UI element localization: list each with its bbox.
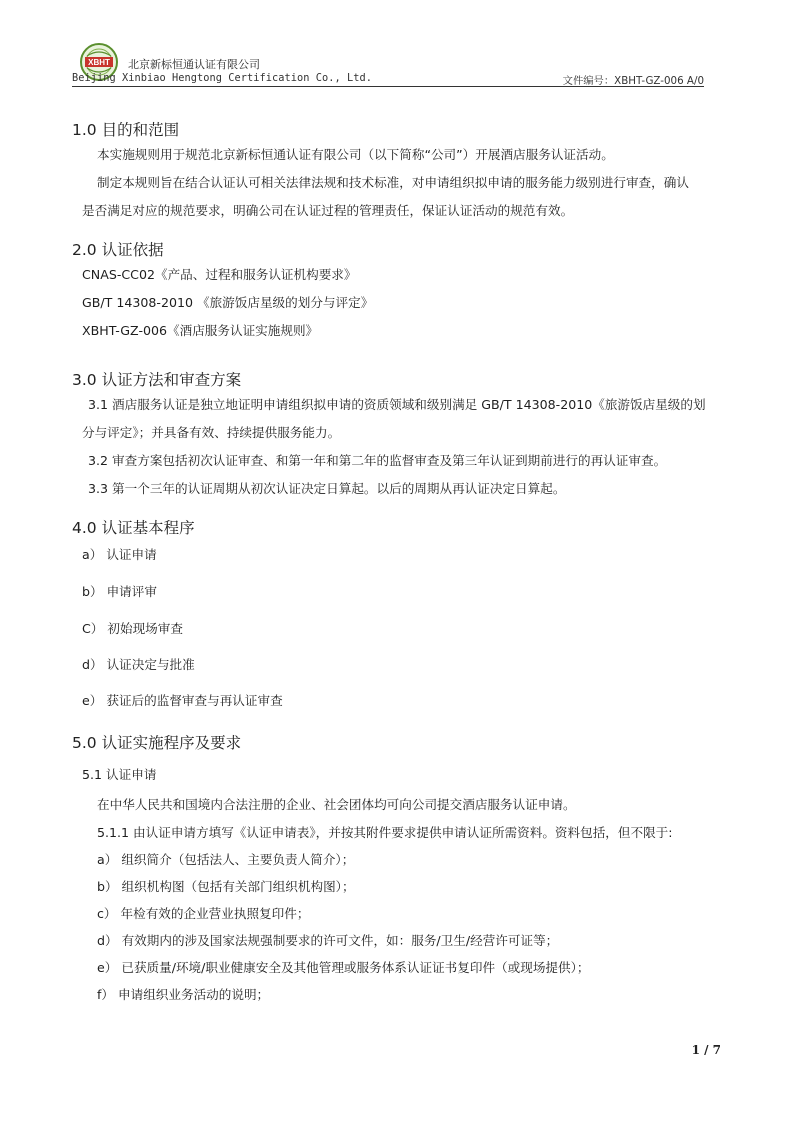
procedure-item: d） 认证决定与批准	[82, 657, 195, 672]
page-number: 1 / 7	[691, 1043, 721, 1057]
section-2-title: 2.0 认证依据	[72, 241, 164, 259]
clause-5-1-1: 5.1.1 由认证申请方填写《认证申请表》，并按其附件要求提供申请认证所需资料。资料包括，但不限于:	[97, 825, 673, 840]
clause-3-2: 3.2 审查方案包括初次认证审查、和第一年和第二年的监督审查及第三年认证到期前进行的再认证审查。	[88, 453, 667, 468]
section-5-paragraph-1: 在中华人民共和国境内合法注册的企业、社会团体均可向公司提交酒店服务认证申请。	[97, 797, 576, 812]
required-material-item: f） 申请组织业务活动的说明；	[97, 987, 270, 1002]
subsection-5-1-title: 5.1 认证申请	[82, 767, 157, 782]
basis-item: CNAS-CC02《产品、过程和服务认证机构要求》	[82, 267, 357, 282]
required-material-item: d） 有效期内的涉及国家法规强制要求的许可文件，如：服务/卫生/经营许可证等；	[97, 933, 559, 948]
required-material-item: a） 组织简介（包括法人、主要负责人简介）；	[97, 852, 355, 867]
section-1-paragraph-2-line-2: 是否满足对应的规范要求，明确公司在认证过程的管理责任，保证认证活动的规范有效。	[82, 203, 574, 218]
document-number: 文件编号：XBHT-GZ-006 A/0	[562, 75, 704, 87]
section-5-title: 5.0 认证实施程序及要求	[72, 734, 242, 752]
procedure-item: b） 申请评审	[82, 584, 157, 599]
section-3-title: 3.0 认证方法和审查方案	[72, 371, 242, 389]
basis-item: GB/T 14308-2010 《旅游饭店星级的划分与评定》	[82, 295, 374, 310]
procedure-item: a） 认证申请	[82, 547, 157, 562]
basis-item: XBHT-GZ-006《酒店服务认证实施规则》	[82, 323, 319, 338]
clause-3-3: 3.3 第一个三年的认证周期从初次认证决定日算起。以后的周期从再认证决定日算起。	[88, 481, 566, 496]
required-material-item: b） 组织机构图（包括有关部门组织机构图）；	[97, 879, 355, 894]
company-name-en: Beijing Xinbiao Hengtong Certification Co., Ltd.	[72, 72, 372, 84]
section-1-paragraph-2-line-1: 制定本规则旨在结合认证认可相关法律法规和技术标准，对申请组织拟申请的服务能力级别进行审查，确认	[97, 175, 689, 190]
clause-3-1-line-1: 3.1 酒店服务认证是独立地证明申请组织拟申请的资质领域和级别满足 GB/T 14308-2010《旅游饭店星级的划	[88, 397, 706, 412]
company-name-cn: 北京新标恒通认证有限公司	[128, 58, 260, 71]
section-1-paragraph-1: 本实施规则用于规范北京新标恒通认证有限公司（以下简称“公司”）开展酒店服务认证活动。	[97, 147, 614, 162]
procedure-item: e） 获证后的监督审查与再认证审查	[82, 693, 283, 708]
logo-text: XBHT	[88, 58, 110, 67]
section-4-title: 4.0 认证基本程序	[72, 519, 195, 537]
clause-3-1-line-2: 分与评定》；并具备有效、持续提供服务能力。	[82, 425, 341, 440]
required-material-item: e） 已获质量/环境/职业健康安全及其他管理或服务体系认证证书复印件（或现场提供）；	[97, 960, 590, 975]
section-1-title: 1.0 目的和范围	[72, 121, 180, 139]
procedure-item: C） 初始现场审查	[82, 621, 183, 636]
required-material-item: c） 年检有效的企业营业执照复印件；	[97, 906, 310, 921]
